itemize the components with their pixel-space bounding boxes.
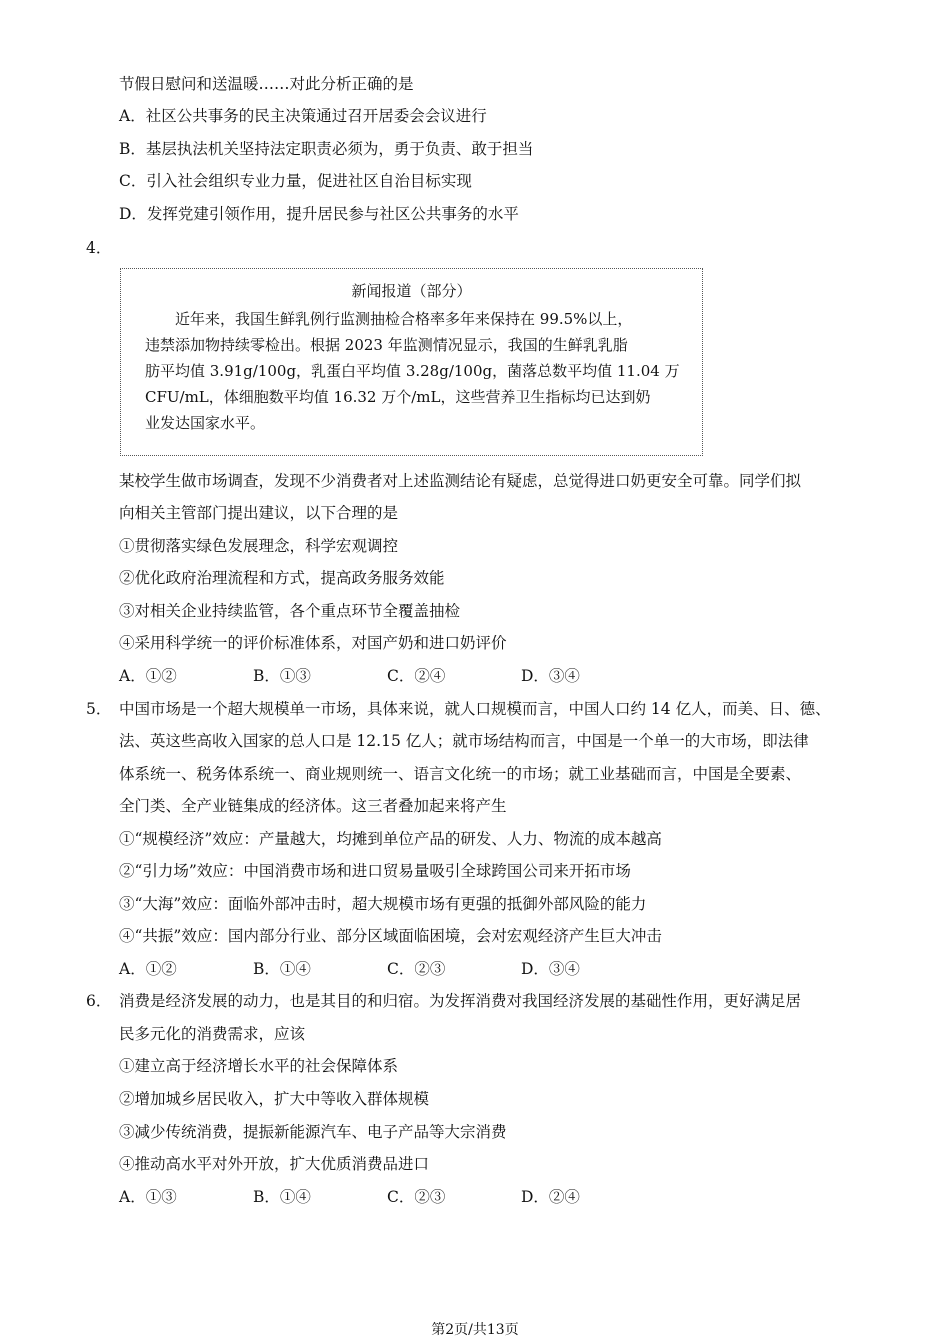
q6-item-4: ④推动高水平对外开放，扩大优质消费品进口 [119,1155,430,1173]
q4-choice-c: C．②④ [387,667,446,685]
page-footer: 第2页/共13页 [431,1322,519,1338]
news-line: 业发达国家水平。 [145,414,266,432]
q3-option-c: C．引入社会组织专业力量，促进社区自治目标实现 [119,172,472,190]
q6-choice-b: B．①④ [253,1188,311,1206]
q5-stem-line: 中国市场是一个超大规模单一市场，具体来说，就人口规模而言，中国人口约 14 亿人，而美、日、德、 [119,700,831,718]
q5-item-2: ②“引力场”效应：中国消费市场和进口贸易量吸引全球跨国公司来开拓市场 [119,862,631,880]
q4-stem-line: 某校学生做市场调查，发现不少消费者对上述监测结论有疑虑，总觉得进口奶更安全可靠。同学们拟 [119,472,802,490]
q5-choice-a: A．①② [119,960,177,978]
q6-number: 6． [86,992,112,1010]
q5-number: 5． [86,700,112,718]
q4-choices [119,666,655,686]
q3-option-b: B．基层执法机关坚持法定职责必须为，勇于负责、敢于担当 [119,140,534,158]
q5-item-1: ①“规模经济”效应：产量越大，均摊到单位产品的研发、人力、物流的成本越高 [119,830,662,848]
q6-choice-a: A．①③ [119,1188,177,1206]
q4-item-4: ④采用科学统一的评价标准体系，对国产奶和进口奶评价 [119,634,507,652]
q4-number: 4． [86,239,112,257]
q6-choice-d: D．②④ [521,1188,580,1206]
q6-stem-line: 民多元化的消费需求，应该 [119,1025,306,1043]
news-title: 新闻报道（部分） [351,282,472,300]
q3-stem-tail: 节假日慰问和送温暖……对此分析正确的是 [119,75,414,93]
q5-choice-b: B．①④ [253,960,311,978]
q6-stem-line: 消费是经济发展的动力，也是其目的和归宿。为发挥消费对我国经济发展的基础性作用，更好满足居 [119,992,802,1010]
q5-stem-line: 全门类、全产业链集成的经济体。这三者叠加起来将产生 [119,797,507,815]
q3-option-d: D．发挥党建引领作用，提升居民参与社区公共事务的水平 [119,205,519,223]
q4-item-2: ②优化政府治理流程和方式，提高政务服务效能 [119,569,445,587]
news-line: 肪平均值 3.91g/100g，乳蛋白平均值 3.28g/100g，菌落总数平均值 11.04 万 [145,362,680,380]
q4-choice-d: D．③④ [521,667,580,685]
q5-choice-d: D．③④ [521,960,580,978]
news-line: 近年来，我国生鲜乳例行监测抽检合格率多年来保持在 99.5%以上， [145,310,633,328]
q4-choice-b: B．①③ [253,667,311,685]
q5-item-4: ④“共振”效应：国内部分行业、部分区域面临困境，会对宏观经济产生巨大冲击 [119,927,662,945]
q4-stem-line: 向相关主管部门提出建议，以下合理的是 [119,504,399,522]
q4-item-3: ③对相关企业持续监管，各个重点环节全覆盖抽检 [119,602,461,620]
q5-stem-line: 法、英这些高收入国家的总人口是 12.15 亿人；就市场结构而言，中国是一个单一的大市场，即法律 [119,732,809,750]
q5-choice-c: C．②③ [387,960,446,978]
q6-item-2: ②增加城乡居民收入，扩大中等收入群体规模 [119,1090,430,1108]
q3-option-a: A．社区公共事务的民主决策通过召开居委会会议进行 [119,107,487,125]
q4-item-1: ①贯彻落实绿色发展理念，科学宏观调控 [119,537,399,555]
q5-choices [119,959,655,979]
q6-item-3: ③减少传统消费，提振新能源汽车、电子产品等大宗消费 [119,1123,507,1141]
news-report-box [120,268,703,456]
news-line: CFU/mL，体细胞数平均值 16.32 万个/mL，这些营养卫生指标均已达到奶 [145,388,651,406]
q5-stem-line: 体系统一、税务体系统一、商业规则统一、语言文化统一的市场；就工业基础而言，中国是全要素、 [119,765,802,783]
q6-choice-c: C．②③ [387,1188,446,1206]
q4-choice-a: A．①② [119,667,177,685]
q6-choices [119,1187,655,1207]
q6-item-1: ①建立高于经济增长水平的社会保障体系 [119,1057,399,1075]
news-line: 违禁添加物持续零检出。根据 2023 年监测情况显示，我国的生鲜乳乳脂 [145,336,628,354]
q5-item-3: ③“大海”效应：面临外部冲击时，超大规模市场有更强的抵御外部风险的能力 [119,895,647,913]
